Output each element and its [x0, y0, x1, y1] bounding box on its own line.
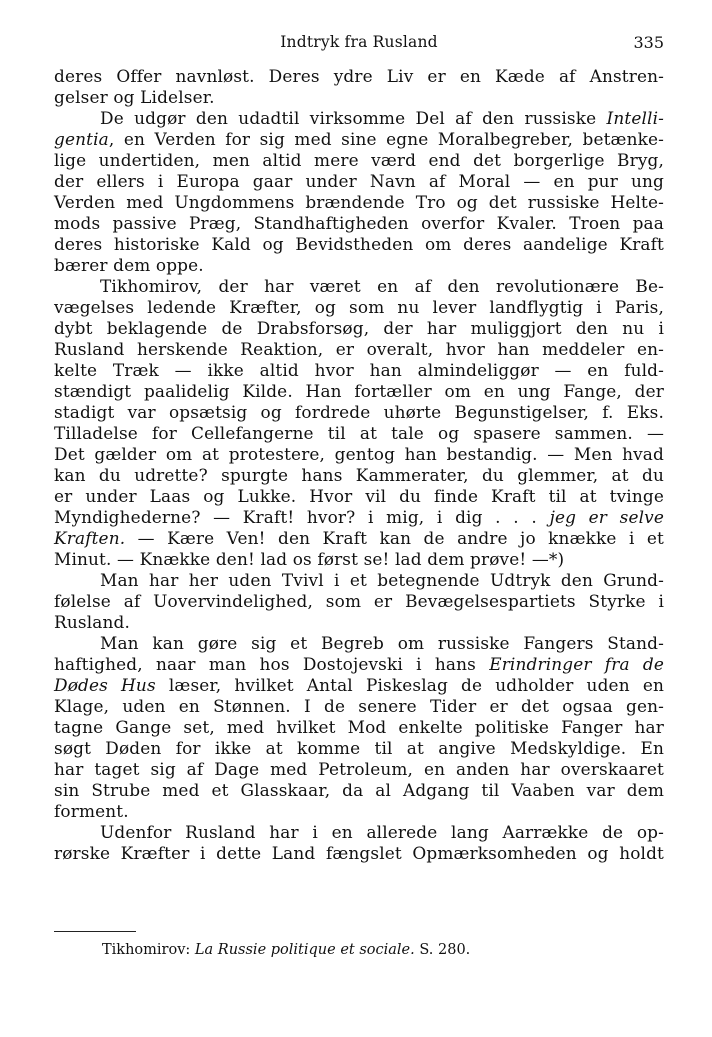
text-segment: Det gælder om at protestere, gentog han bestandig. — Men hvad — [54, 444, 664, 464]
text-segment: Minut. — Knække den! lad os først se! lad dem prøve! —*) — [54, 549, 565, 569]
text-segment: søgt Døden for ikke at komme til at angive Medskyldige. En — [54, 738, 664, 758]
text-segment: er under Laas og Lukke. Hvor vil du finde Kraft til at tvinge — [54, 486, 664, 506]
footnote-reference: S. 280. — [414, 942, 471, 958]
text-line — [54, 696, 664, 717]
text-segment: der ellers i Europa gaar under Navn af Moral — en pur ung — [54, 171, 664, 191]
text-line — [54, 444, 664, 465]
italic-text: Erindringer fra de — [489, 654, 664, 674]
text-segment: gelser og Lidelser. — [54, 87, 215, 107]
running-title: Indtryk fra Rusland — [280, 33, 438, 51]
text-segment: vægelses ledende Kræfter, og som nu lever landflygtig i Paris, — [54, 297, 664, 317]
text-segment: Verden med Ungdommens brændende Tro og det russiske Helte- — [54, 192, 664, 212]
text-line — [54, 675, 664, 696]
text-segment: , en Verden for sig med sine egne Moralbegreber, betænke- — [108, 129, 664, 149]
text-line — [54, 633, 664, 654]
footnote — [102, 942, 470, 958]
footnote-work-title: La Russie politique et sociale. — [194, 942, 415, 958]
text-segment: haftighed, naar man hos Dostojevski i hans — [54, 654, 490, 674]
text-line — [54, 213, 664, 234]
italic-text: gentia — [54, 129, 109, 149]
text-line — [54, 465, 664, 486]
text-line — [54, 822, 664, 843]
text-line — [54, 738, 664, 759]
text-segment: mods passive Præg, Standhaftigheden overfor Kvaler. Troen paa — [54, 213, 664, 233]
text-line — [54, 402, 664, 423]
footnote-author: Tikhomirov: — [102, 942, 195, 958]
text-segment: — Kære Ven! den Kraft kan de andre jo knække i et — [125, 528, 664, 548]
text-segment: De udgør den udadtil virksomme Del af den russiske — [100, 108, 607, 128]
text-line — [54, 108, 664, 129]
text-segment: stadigt var opsætsig og fordrede uhørte Begunstigelser, f. Eks. — [54, 402, 664, 422]
text-segment: Udenfor Rusland har i en allerede lang Aarrække de op- — [100, 822, 664, 842]
text-line — [54, 297, 664, 318]
text-line — [54, 339, 664, 360]
text-segment: deres Offer navnløst. Deres ydre Liv er en Kæde af Anstren- — [54, 66, 664, 86]
text-segment: læser, hvilket Antal Piskeslag de udholder uden en — [155, 675, 664, 695]
text-line — [54, 801, 664, 822]
text-segment: tagne Gange set, med hvilket Mod enkelte politiske Fanger har — [54, 717, 664, 737]
italic-text: jeg er selve — [549, 507, 664, 527]
text-segment: kan du udrette? spurgte hans Kammerater, du glemmer, at du — [54, 465, 664, 485]
text-line — [54, 150, 664, 171]
text-segment: deres historiske Kald og Bevidstheden om deres aandelige Kraft — [54, 234, 664, 254]
text-line — [54, 423, 664, 444]
text-line — [54, 528, 664, 549]
text-segment: Man har her uden Tvivl i et betegnende Udtryk den Grund- — [100, 570, 664, 590]
text-line — [54, 780, 664, 801]
text-segment: har taget sig af Dage med Petroleum, en anden har overskaaret — [54, 759, 664, 779]
text-segment: dybt beklagende de Drabsforsøg, der har muliggjort den nu i — [54, 318, 664, 338]
text-segment: forment. — [54, 801, 129, 821]
text-line — [54, 66, 664, 87]
text-line — [54, 486, 664, 507]
text-segment: Tikhomirov, der har været en af den revolutionære Be- — [100, 276, 664, 296]
text-segment: sin Strube med et Glasskaar, da al Adgang til Vaaben var dem — [54, 780, 664, 800]
text-segment: rørske Kræfter i dette Land fængslet Opmærksomheden og holdt — [54, 843, 664, 863]
text-line — [54, 276, 664, 297]
text-segment: følelse af Uovervindelighed, som er Bevægelsespartiets Styrke i — [54, 591, 664, 611]
text-line — [54, 612, 664, 633]
text-line — [54, 843, 664, 864]
text-line — [54, 234, 664, 255]
running-header — [54, 33, 664, 55]
text-line — [54, 654, 664, 675]
text-line — [54, 570, 664, 591]
text-line — [54, 171, 664, 192]
text-segment: Tilladelse for Cellefangerne til at tale og spasere sammen. — — [54, 423, 664, 443]
text-segment: Myndighederne? — Kraft! hvor? i mig, i dig . . . — [54, 507, 550, 527]
body-text — [54, 66, 664, 864]
text-segment: Man kan gøre sig et Begreb om russiske Fangers Stand- — [100, 633, 664, 653]
text-segment: Rusland. — [54, 612, 130, 632]
text-line — [54, 87, 664, 108]
italic-text: Intelli- — [606, 108, 664, 128]
text-line — [54, 507, 664, 528]
italic-text: Dødes Hus — [54, 675, 156, 695]
text-line — [54, 255, 664, 276]
text-segment: lige undertiden, men altid mere værd end det borgerlige Bryg, — [54, 150, 664, 170]
text-line — [54, 549, 664, 570]
text-segment: Rusland herskende Reaktion, er overalt, hvor han meddeler en- — [54, 339, 664, 359]
text-line — [54, 360, 664, 381]
text-line — [54, 381, 664, 402]
text-segment: bærer dem oppe. — [54, 255, 204, 275]
text-line — [54, 759, 664, 780]
text-line — [54, 591, 664, 612]
text-line — [54, 717, 664, 738]
footnote-rule — [54, 931, 136, 932]
page-number: 335 — [633, 33, 664, 52]
italic-text: Kraften. — [54, 528, 126, 548]
text-line — [54, 129, 664, 150]
text-segment: Klage, uden en Stønnen. I de senere Tider er det ogsaa gen- — [54, 696, 664, 716]
text-segment: kelte Træk — ikke altid hvor han almindeliggør — en fuld- — [54, 360, 664, 380]
text-segment: stændigt paalidelig Kilde. Han fortæller om en ung Fange, der — [54, 381, 664, 401]
text-line — [54, 318, 664, 339]
text-line — [54, 192, 664, 213]
